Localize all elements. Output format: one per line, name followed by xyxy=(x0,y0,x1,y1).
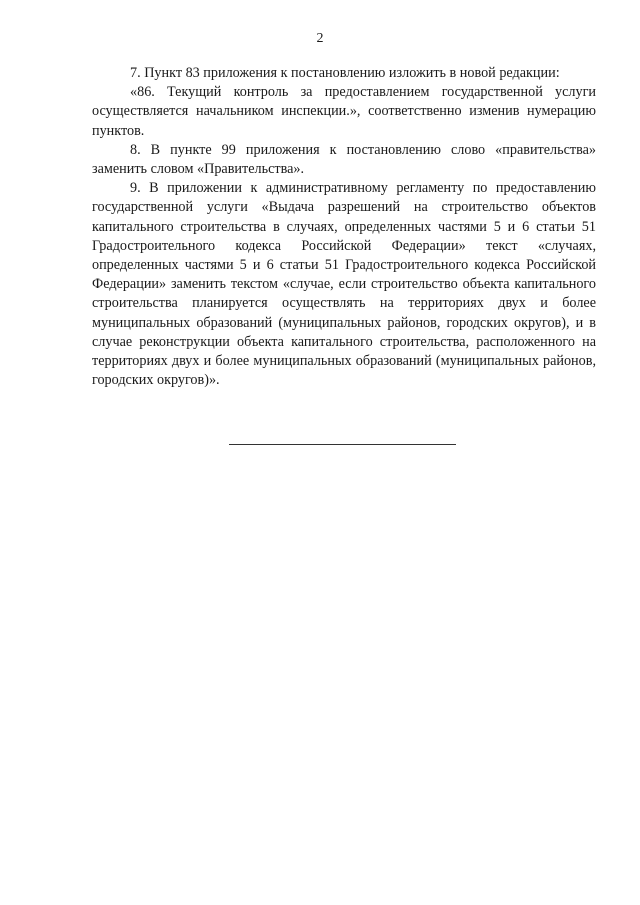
paragraph-item-86-quote: «86. Текущий контроль за предоставлением государственной услуги осуществляется начальником инспекции.», соответственно изменив нумерацию пунктов. xyxy=(92,84,596,139)
paragraph-item-9: 9. В приложении к административному регламенту по предоставлению государственной услуги «Выдача разрешений на строительство объектов капитального строительства в случаях, определенных частями 5 и 6 статьи 51 Градостроительного кодекса Российской Федерации» текст «случаях, определенных частями 5 и 6 статьи 51 Градостроительного кодекса Российской Федерации» заменить текстом «случае, если строительство объекта капитального строительства планируется осуществлять на территориях двух и более муниципальных образований (муниципальных районов, городских округов), и в случае реконструкции объекта капитального строительства, расположенного на территориях двух и более муниципальных образований (муниципальных районов, городских округов)». xyxy=(92,180,596,389)
page-number: 2 xyxy=(316,31,324,46)
document-body xyxy=(92,64,596,390)
paragraph-item-8: 8. В пункте 99 приложения к постановлению слово «правительства» заменить словом «Правительства». xyxy=(92,141,596,178)
end-divider xyxy=(229,444,456,445)
paragraph-item-7: 7. Пункт 83 приложения к постановлению изложить в новой редакции: xyxy=(130,65,560,81)
